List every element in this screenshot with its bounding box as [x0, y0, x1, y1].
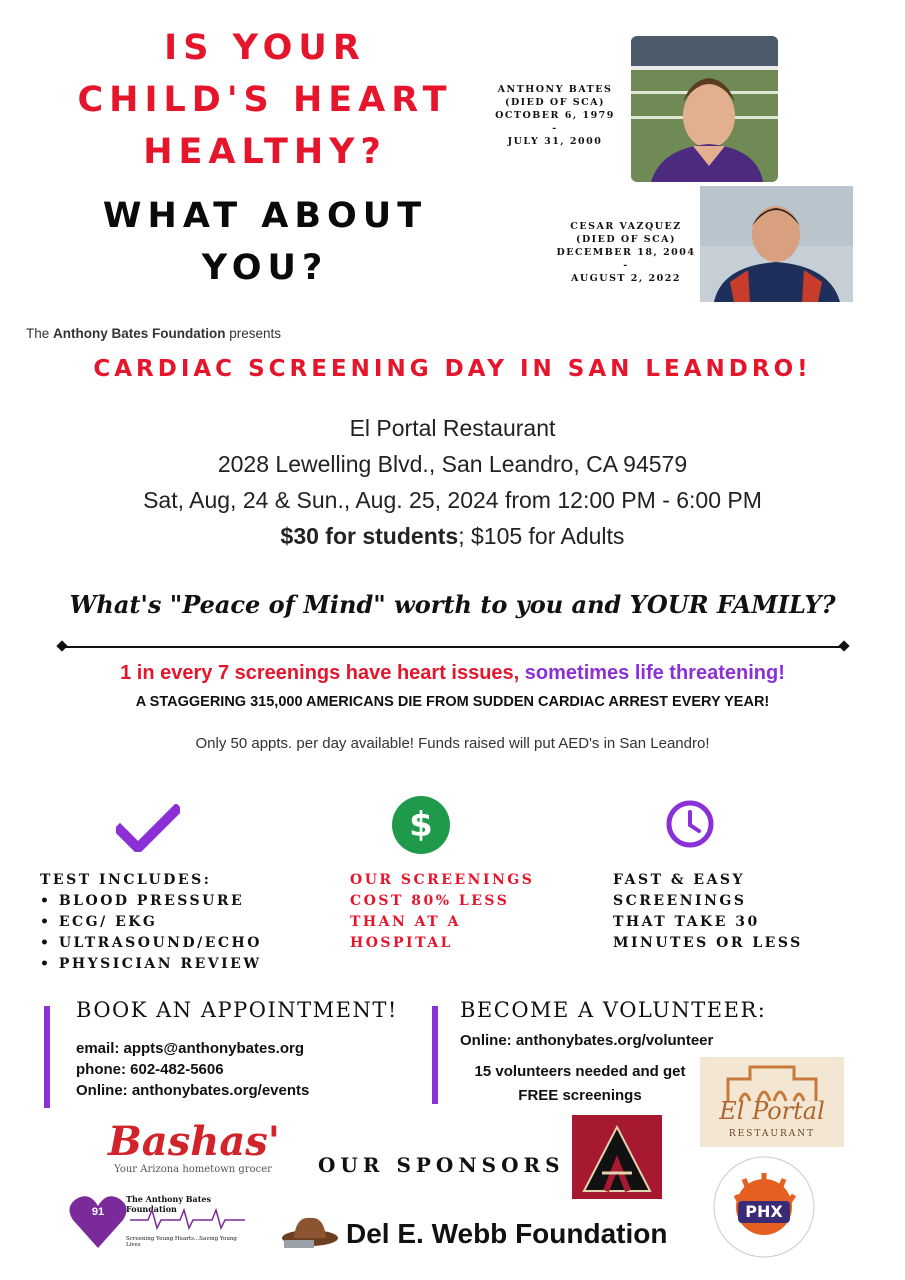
foundation-tagline: Screening Young Hearts...Saving Young Lives: [126, 1236, 237, 1248]
test-item: • ULTRASOUND/ECHO: [40, 935, 262, 951]
memorial-caption-1: ANTHONY BATES (DIED OF SCA) OCTOBER 6, 1979 - JULY 31, 2000: [495, 84, 615, 147]
event-details: [0, 410, 905, 554]
divider-diamond-right: [838, 640, 849, 651]
dollar-icon: $: [392, 796, 450, 854]
foundation-number: 91: [91, 1206, 105, 1218]
el-portal-name: El Portal: [719, 1097, 825, 1125]
sub-line-2: YOU?: [201, 248, 329, 288]
test-includes: [40, 870, 262, 975]
event-title: CARDIAC SCREENING DAY IN SAN LEANDRO!: [93, 356, 812, 382]
event-venue: El Portal Restaurant: [349, 415, 556, 441]
divider-line: [62, 646, 846, 648]
book-contacts: [76, 1038, 309, 1101]
phx-text: PHX: [745, 1202, 783, 1221]
bashas-name: Bashas': [108, 1118, 281, 1165]
event-address: 2028 Lewelling Blvd., San Leandro, CA 94579: [217, 451, 688, 477]
book-title: BOOK AN APPOINTMENT!: [76, 998, 398, 1022]
sub-line-1: WHAT ABOUT: [102, 196, 428, 236]
event-dates: Sat, Aug, 24 & Sun., Aug. 25, 2024 from 12:00 PM - 6:00 PM: [143, 487, 762, 513]
book-email[interactable]: email: appts@anthonybates.org: [76, 1040, 304, 1057]
test-includes-title: TEST INCLUDES:: [40, 872, 212, 888]
volunteer-needed: 15 volunteers needed and get FREE screenings: [474, 1063, 686, 1104]
memorial-caption-2: CESAR VAZQUEZ (DIED OF SCA) DECEMBER 18, 2004 - AUGUST 2, 2022: [556, 221, 696, 284]
fast-feature: FAST & EASY SCREENINGS THAT TAKE 30 MINUTES OR LESS: [613, 872, 803, 951]
presenter-line: The Anthony Bates Foundation presents: [26, 326, 282, 341]
headline-sub: [60, 190, 470, 294]
event-price: $30 for students; $105 for Adults: [280, 523, 625, 549]
volunteer-title: BECOME A VOLUNTEER:: [460, 998, 767, 1022]
checkmark-icon: [116, 804, 180, 852]
volunteer-accent-bar: [432, 1006, 438, 1104]
volunteer-online[interactable]: Online: anthonybates.org/volunteer: [460, 1032, 714, 1049]
test-item: • BLOOD PRESSURE: [40, 893, 245, 909]
book-accent-bar: [44, 1006, 50, 1108]
tagline: What's "Peace of Mind" worth to you and YOUR FAMILY?: [69, 590, 836, 619]
headline-question: [60, 22, 470, 178]
appointments-line: Only 50 appts. per day available! Funds raised will put AED's in San Leandro!: [195, 735, 710, 752]
bashas-logo: [108, 1118, 281, 1180]
divider-diamond-left: [56, 640, 67, 651]
foundation-logo: [68, 1190, 248, 1254]
phx-charities-logo: [712, 1155, 816, 1259]
test-item: • PHYSICIAN REVIEW: [40, 956, 262, 972]
book-online[interactable]: Online: anthonybates.org/events: [76, 1082, 310, 1099]
foundation-name: The Anthony Bates Foundation: [126, 1194, 211, 1214]
diamondbacks-logo: [572, 1115, 662, 1199]
el-portal-logo: [700, 1057, 844, 1147]
sponsors-heading: OUR SPONSORS: [318, 1153, 565, 1177]
americans-line: A STAGGERING 315,000 AMERICANS DIE FROM SUDDEN CARDIAC ARREST EVERY YEAR!: [135, 694, 770, 710]
el-portal-sub: RESTAURANT: [728, 1129, 816, 1139]
anthony-bates-photo: [631, 36, 778, 182]
cost-feature: OUR SCREENINGS COST 80% LESS THAN AT A HOSPITAL: [350, 872, 535, 951]
stats-line: 1 in every 7 screenings have heart issues, sometimes life threatening!: [120, 662, 785, 684]
book-phone[interactable]: phone: 602-482-5606: [76, 1061, 224, 1078]
clock-icon: [664, 798, 716, 850]
headline-line-3: HEALTHY?: [143, 132, 387, 172]
headline-line-2: CHILD'S HEART: [77, 80, 453, 120]
cowboy-hat-icon: [280, 1210, 340, 1250]
test-item: • ECG/ EKG: [40, 914, 158, 930]
del-webb-name: Del E. Webb Foundation: [346, 1218, 668, 1249]
bashas-tagline: Your Arizona hometown grocer: [114, 1164, 272, 1175]
headline-line-1: IS YOUR: [164, 28, 366, 68]
cesar-vazquez-photo: [700, 186, 853, 302]
